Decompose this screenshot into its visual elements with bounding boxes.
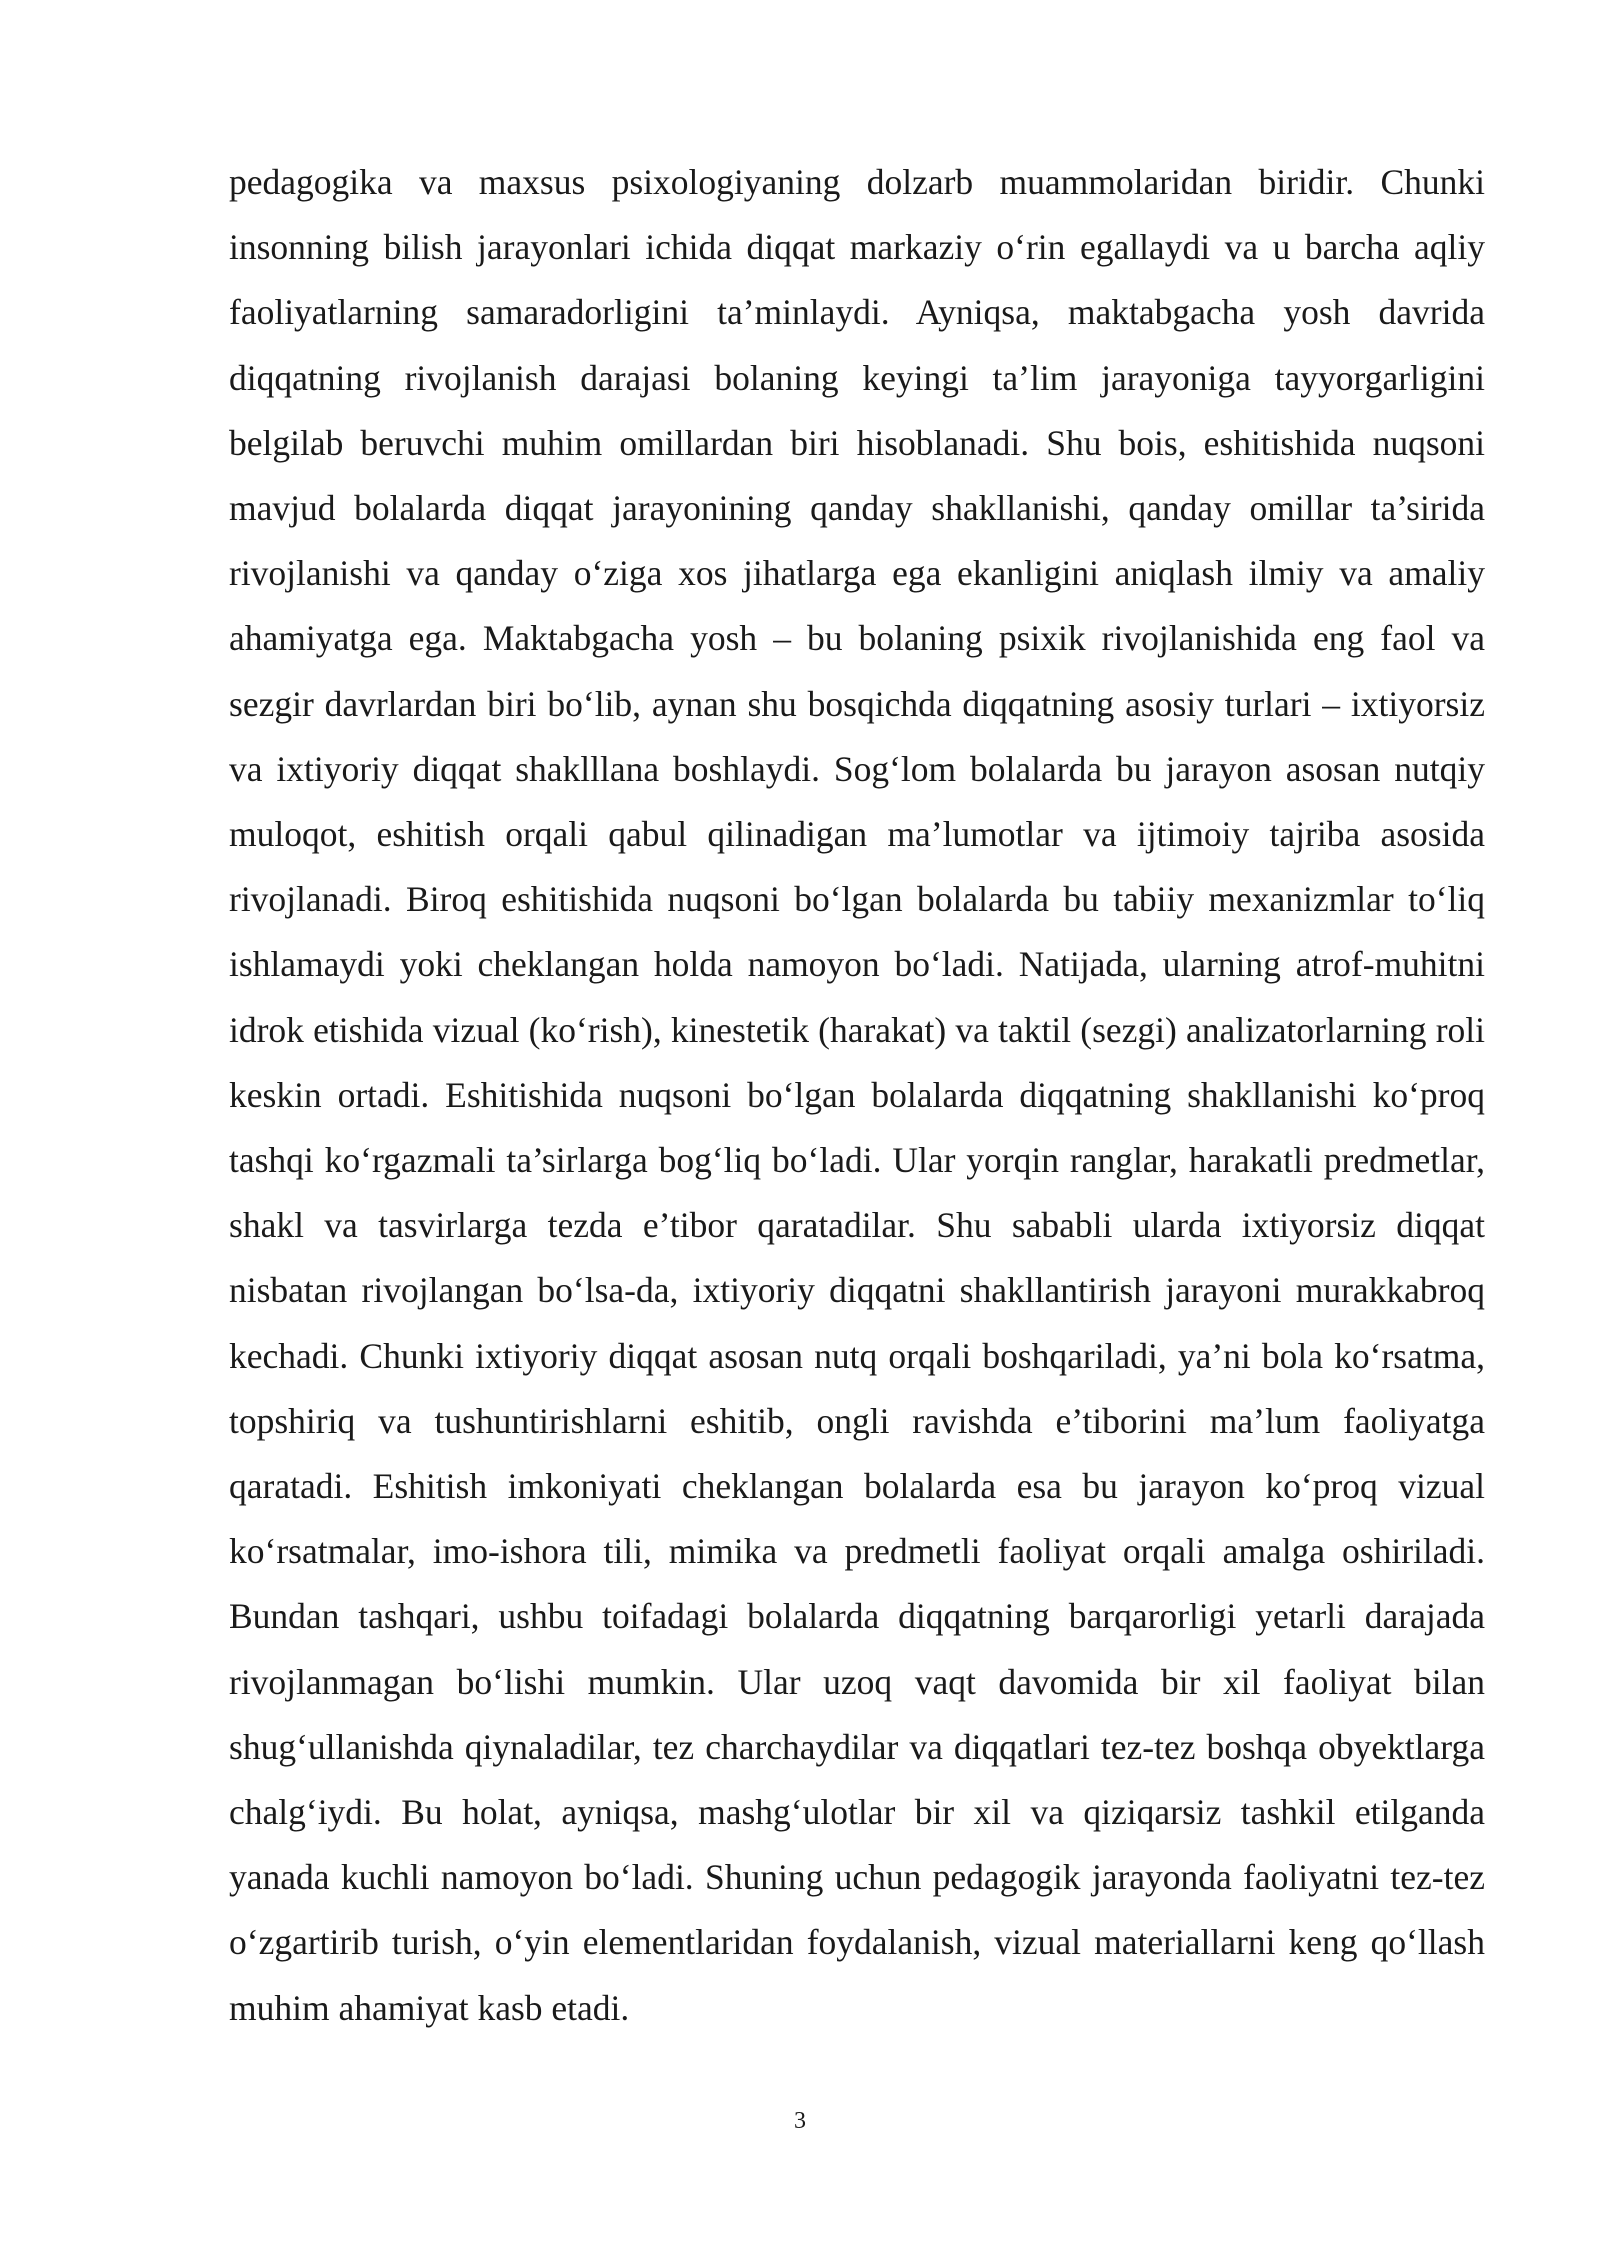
page-number: 3 [794,2108,806,2134]
body-paragraph: pedagogika va maxsus psixologiyaning dolzarb muammolaridan biridir. Chunki insonning bilish jarayonlari ichida diqqat markaziy o‘rin egallaydi va u barcha aqliy faoliyatlarning samaradorligini ta’minlaydi. Ayniqsa, maktabgacha yosh davrida diqqatning rivojlanish darajasi bolaning keyingi ta’lim jarayoniga tayyorgarligini belgilab beruvchi muhim omillardan biri hisoblanadi. Shu bois, eshitishida nuqsoni mavjud bolalarda diqqat jarayonining qanday shakllanishi, qanday omillar ta’sirida rivojlanishi va qanday o‘ziga xos jihatlarga ega ekanligini aniqlash ilmiy va amaliy ahamiyatga ega. Maktabgacha yosh – bu bolaning psixik rivojlanishida eng faol va sezgir davrlardan biri bo‘lib, aynan shu bosqichda diqqatning asosiy turlari – ixtiyorsiz va ixtiyoriy diqqat shaklllana boshlaydi. Sog‘lom bolalarda bu jarayon asosan nutqiy muloqot, eshitish orqali qabul qilinadigan ma’lumotlar va ijtimoiy tajriba asosida rivojlanadi. Biroq eshitishida nuqsoni bo‘lgan bolalarda bu tabiiy mexanizmlar to‘liq ishlamaydi yoki cheklangan holda namoyon bo‘ladi. Natijada, ularning atrof-muhitni idrok etishida vizual (ko‘rish), kinestetik (harakat) va taktil (sezgi) analizatorlarning roli keskin ortadi. Eshitishida nuqsoni bo‘lgan bolalarda diqqatning shakllanishi ko‘proq tashqi ko‘rgazmali ta’sirlarga bog‘liq bo‘ladi. Ular yorqin ranglar, harakatli predmetlar, shakl va tasvirlarga tezda e’tibor qaratadilar. Shu sababli ularda ixtiyorsiz diqqat nisbatan rivojlangan bo‘lsa-da, ixtiyoriy diqqatni shakllantirish jarayoni murakkabroq kechadi. Chunki ixtiyoriy diqqat asosan nutq orqali boshqariladi, ya’ni bola ko‘rsatma, topshiriq va tushuntirishlarni eshitib, ongli ravishda e’tiborini ma’lum faoliyatga qaratadi. Eshitish imkoniyati cheklangan bolalarda esa bu jarayon ko‘proq vizual ko‘rsatmalar, imo-ishora tili, mimika va predmetli faoliyat orqali amalga oshiriladi. Bundan tashqari, ushbu toifadagi bolalarda diqqatning barqarorligi yetarli darajada rivojlanmagan bo‘lishi mumkin. Ular uzoq vaqt davomida bir xil faoliyat bilan shug‘ullanishda qiynaladilar, tez charchaydilar va diqqatlari tez-tez boshqa obyektlarga chalg‘iydi. Bu holat, ayniqsa, mashg‘ulotlar bir xil va qiziqarsiz tashkil etilganda yanada kuchli namoyon bo‘ladi. Shuning uchun pedagogik jarayonda faoliyatni tez-tez o‘zgartirib turish, o‘yin elementlaridan foydalanish, vizual materiallarni keng qo‘llash muhim ahamiyat kasb etadi. [229,162,1485,2028]
